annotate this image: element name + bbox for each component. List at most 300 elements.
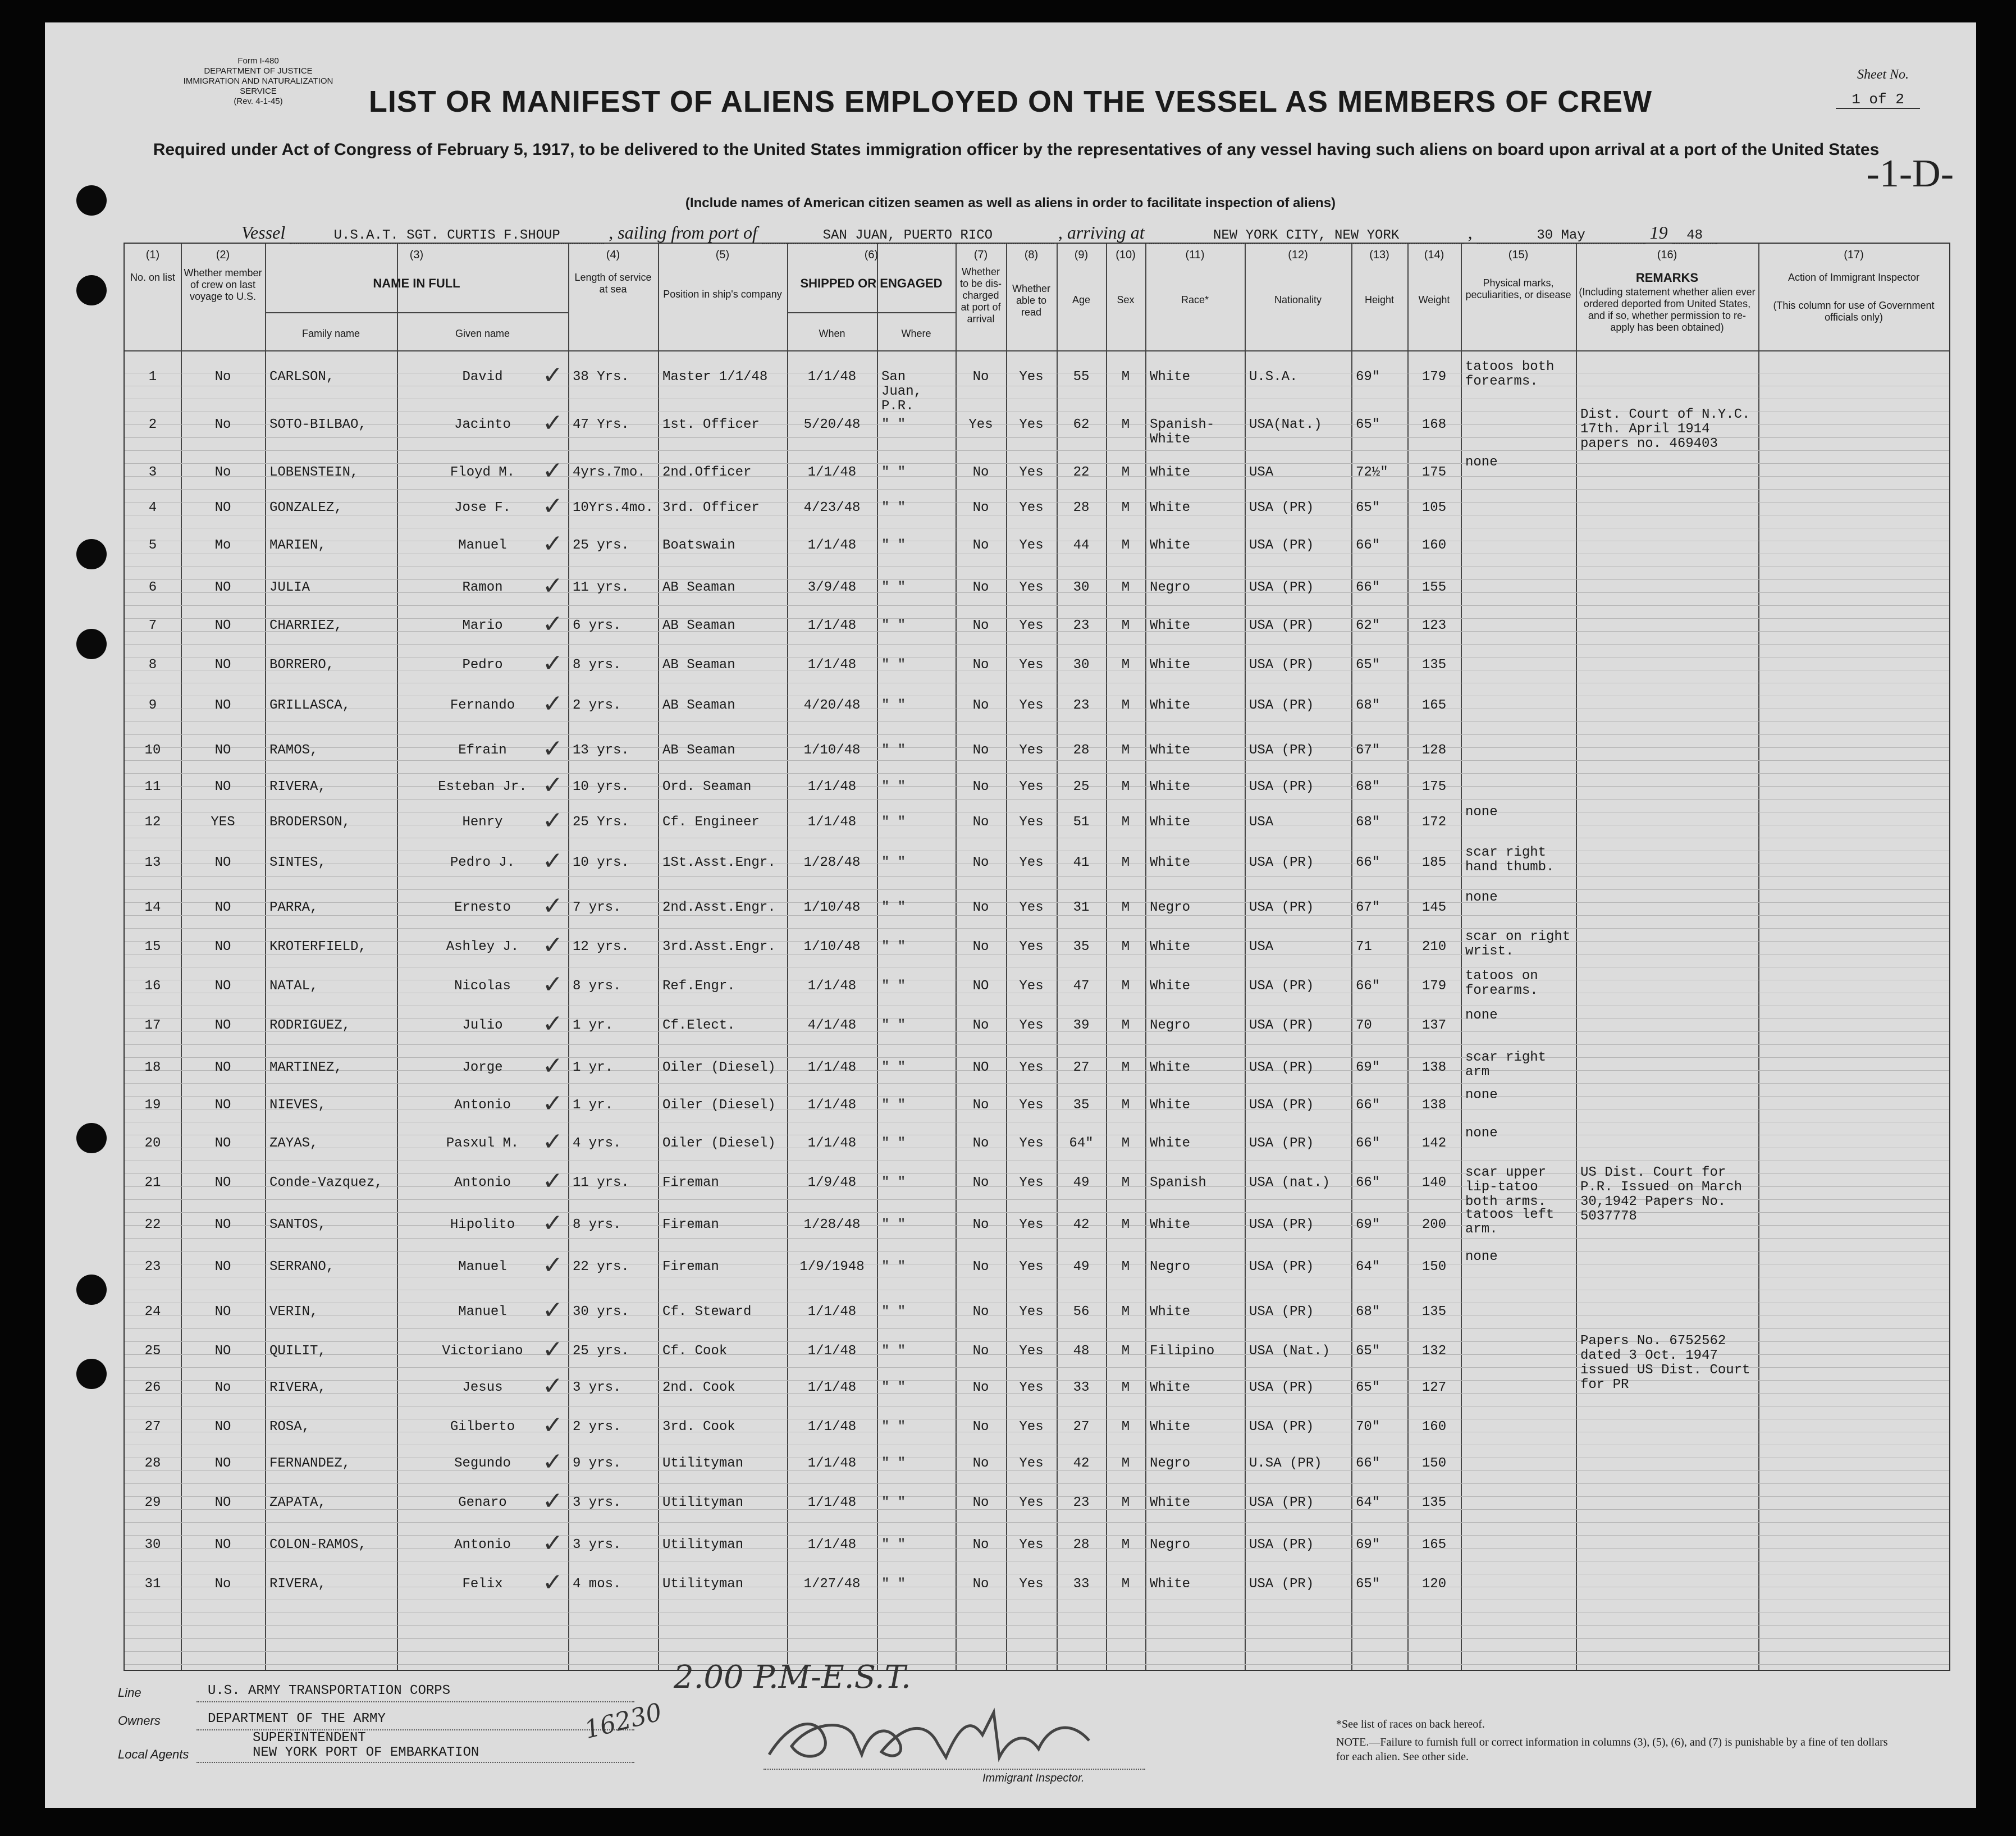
cell-age: 28 — [1073, 1537, 1090, 1552]
cell-position: Cf.Elect. — [662, 1018, 735, 1033]
cell-nat: USA (PR) — [1249, 743, 1314, 758]
cell-crew: NO — [214, 698, 231, 713]
cell-crew: NO — [214, 657, 231, 673]
cell-no: 28 — [144, 1456, 161, 1471]
cell-crew: NO — [214, 1495, 231, 1510]
cell-age: 23 — [1073, 1495, 1090, 1510]
cell-read: Yes — [1019, 939, 1044, 954]
cell-sex: M — [1121, 580, 1130, 595]
cell-position: 2nd.Asst.Engr. — [662, 900, 776, 915]
cell-when: 1/1/48 — [807, 979, 857, 994]
cell-crew: NO — [214, 1175, 231, 1190]
cell-crew: NO — [214, 1456, 231, 1471]
cell-weight: 105 — [1421, 500, 1447, 515]
cell-family: NIEVES, — [269, 1098, 326, 1113]
cell-when: 5/20/48 — [803, 417, 861, 432]
column-number: (10) — [1116, 249, 1136, 261]
cell-disch: Yes — [968, 417, 993, 432]
cell-sex: M — [1121, 1018, 1130, 1033]
cell-age: 31 — [1073, 900, 1090, 915]
cell-race: White — [1150, 465, 1191, 480]
col-header-remarks-note: (Including statement whether alien ever ordered deported from United States, and if so, whether permission to re-apply has been obtained) — [1579, 286, 1756, 333]
check-mark-icon: ✓ — [542, 970, 563, 999]
cell-given: Antonio — [454, 1098, 511, 1113]
owners-label: Owners — [118, 1714, 161, 1728]
check-mark-icon: ✓ — [542, 806, 563, 835]
cell-given: Pasxul M. — [446, 1136, 519, 1151]
cell-read: Yes — [1019, 1537, 1044, 1552]
cell-given: Esteban Jr. — [438, 779, 527, 794]
form-number: Form I-480 — [237, 56, 279, 66]
cell-read: Yes — [1019, 1217, 1044, 1232]
cell-given: Pedro — [462, 657, 503, 673]
cell-race: White — [1150, 1136, 1191, 1151]
cell-sex: M — [1121, 1380, 1130, 1395]
cell-service: 11 yrs. — [573, 1175, 629, 1190]
cell-disch: No — [972, 698, 989, 713]
cell-family: QUILIT, — [269, 1344, 326, 1359]
cell-sex: M — [1121, 417, 1130, 432]
cell-when: 1/1/48 — [807, 1098, 857, 1113]
cell-family: BORRERO, — [269, 657, 335, 673]
cell-weight: 179 — [1421, 979, 1447, 994]
cell-height: 66" — [1356, 1175, 1380, 1190]
cell-no: 2 — [148, 417, 157, 432]
vessel-name: U.S.A.T. SGT. CURTIS F.SHOUP — [290, 228, 604, 244]
cell-service: 1 yr. — [573, 1098, 614, 1113]
cell-where: " " — [881, 1217, 906, 1232]
cell-when: 1/27/48 — [803, 1577, 861, 1592]
cell-no: 8 — [148, 657, 157, 673]
owners-value: DEPARTMENT OF THE ARMY — [208, 1711, 386, 1727]
cell-where: " " — [881, 465, 906, 480]
cell-weight: 160 — [1421, 1419, 1447, 1435]
cell-race: White — [1150, 939, 1191, 954]
cell-weight: 150 — [1421, 1259, 1447, 1275]
inspector-label: Immigrant Inspector. — [982, 1772, 1085, 1784]
cell-position: 1st. Officer — [662, 417, 760, 432]
cell-read: Yes — [1019, 1419, 1044, 1435]
check-mark-icon: ✓ — [542, 1411, 563, 1440]
check-mark-icon: ✓ — [542, 1296, 563, 1325]
check-mark-icon: ✓ — [542, 1089, 563, 1118]
cell-given: Fernando — [450, 698, 515, 713]
check-mark-icon: ✓ — [542, 931, 563, 960]
cell-no: 11 — [144, 779, 161, 794]
cell-when: 1/28/48 — [803, 1217, 861, 1232]
cell-given: Jose F. — [454, 500, 511, 515]
check-mark-icon: ✓ — [542, 492, 563, 520]
cell-family: RIVERA, — [269, 779, 326, 794]
cell-where: " " — [881, 618, 906, 633]
cell-service: 3 yrs. — [573, 1380, 621, 1395]
cell-position: Boatswain — [662, 538, 735, 553]
cell-service: 4yrs.7mo. — [573, 465, 646, 480]
cell-height: 65" — [1356, 417, 1380, 432]
cell-race: White — [1150, 1098, 1191, 1113]
cell-height: 69" — [1356, 369, 1380, 385]
cell-weight: 127 — [1421, 1380, 1447, 1395]
cell-nat: U.S.A. — [1249, 369, 1298, 385]
agents-line2: NEW YORK PORT OF EMBARKATION — [253, 1745, 479, 1760]
cell-disch: No — [972, 1136, 989, 1151]
cell-sex: M — [1121, 538, 1130, 553]
cell-height: 71 — [1356, 939, 1372, 954]
cell-service: 12 yrs. — [573, 939, 629, 954]
sailing-from: SAN JUAN, PUERTO RICO — [762, 228, 1054, 244]
cell-no: 31 — [144, 1577, 161, 1592]
punch-hole — [76, 275, 107, 305]
check-mark-icon: ✓ — [542, 1529, 563, 1558]
column-number: (11) — [1185, 249, 1205, 261]
cell-height: 66" — [1356, 1456, 1380, 1471]
col-header-when: When — [819, 328, 845, 339]
cell-sex: M — [1121, 1304, 1130, 1319]
footer-note-penalty: NOTE.—Failure to furnish full or correct information in columns (3), (5), (6), and (7) is punishable by a fine of ten dollars for each alien. See other side. — [1336, 1736, 1888, 1763]
cell-no: 30 — [144, 1537, 161, 1552]
cell-where: " " — [881, 855, 906, 870]
cell-position: Utilityman — [662, 1495, 744, 1510]
cell-where: " " — [881, 900, 906, 915]
cell-sex: M — [1121, 815, 1130, 830]
cell-weight: 150 — [1421, 1456, 1447, 1471]
cell-sex: M — [1121, 939, 1130, 954]
cell-remarks: US Dist. Court for P.R. Issued on March 30,1942 Papers No. 5037778 — [1580, 1165, 1743, 1224]
cell-where: " " — [881, 1495, 906, 1510]
cell-family: JULIA — [269, 580, 310, 595]
cell-read: Yes — [1019, 743, 1044, 758]
cell-position: Cf. Steward — [662, 1304, 752, 1319]
cell-no: 1 — [148, 369, 157, 385]
cell-crew: No — [214, 369, 231, 385]
cell-position: Master 1/1/48 — [662, 369, 768, 385]
cell-race: Negro — [1150, 1018, 1191, 1033]
cell-position: Oiler (Diesel) — [662, 1136, 776, 1151]
cell-race: Negro — [1150, 580, 1191, 595]
cell-sex: M — [1121, 1175, 1130, 1190]
cell-no: 23 — [144, 1259, 161, 1275]
cell-position: 3rd. Cook — [662, 1419, 735, 1435]
cell-sex: M — [1121, 657, 1130, 673]
cell-nat: USA (PR) — [1249, 657, 1314, 673]
cell-age: 49 — [1073, 1259, 1090, 1275]
cell-height: 64" — [1356, 1259, 1380, 1275]
cell-disch: No — [972, 500, 989, 515]
cell-race: White — [1150, 500, 1191, 515]
cell-sex: M — [1121, 618, 1130, 633]
cell-where: " " — [881, 1259, 906, 1275]
cell-age: 22 — [1073, 465, 1090, 480]
cell-where: " " — [881, 1419, 906, 1435]
column-number: (9) — [1074, 249, 1089, 261]
column-number: (15) — [1508, 249, 1529, 261]
cell-no: 14 — [144, 900, 161, 915]
cell-disch: No — [972, 939, 989, 954]
cell-no: 5 — [148, 538, 157, 553]
cell-weight: 135 — [1421, 657, 1447, 673]
col-header-no: No. on list — [130, 272, 176, 283]
cell-race: White — [1150, 657, 1191, 673]
cell-weight: 145 — [1421, 900, 1447, 915]
column-number: (4) — [606, 249, 620, 261]
cell-family: RODRIGUEZ, — [269, 1018, 351, 1033]
cell-family: MARTINEZ, — [269, 1060, 342, 1075]
check-mark-icon: ✓ — [542, 610, 563, 638]
cell-crew: NO — [214, 618, 231, 633]
cell-height: 64" — [1356, 1495, 1380, 1510]
cell-when: 1/1/48 — [807, 1380, 857, 1395]
cell-disch: No — [972, 1259, 989, 1275]
cell-read: Yes — [1019, 580, 1044, 595]
cell-sex: M — [1121, 900, 1130, 915]
cell-crew: YES — [211, 815, 235, 830]
cell-no: 27 — [144, 1419, 161, 1435]
cell-family: MARIEN, — [269, 538, 326, 553]
cell-position: Oiler (Diesel) — [662, 1098, 776, 1113]
page-subnote: (Include names of American citizen seamen as well as aliens in order to facilitate inspection of aliens) — [685, 195, 1336, 211]
cell-age: 42 — [1073, 1217, 1090, 1232]
cell-service: 8 yrs. — [573, 657, 621, 673]
cell-age: 28 — [1073, 743, 1090, 758]
punch-hole — [76, 1275, 107, 1305]
cell-where: " " — [881, 779, 906, 794]
cell-when: 1/1/48 — [807, 618, 857, 633]
agents-label: Local Agents — [118, 1747, 189, 1761]
cell-family: LOBENSTEIN, — [269, 465, 359, 480]
cell-service: 2 yrs. — [573, 698, 621, 713]
cell-marks: tatoos left arm. — [1465, 1207, 1555, 1237]
cell-when: 3/9/48 — [807, 580, 857, 595]
cell-given: Pedro J. — [450, 855, 515, 870]
column-number: (8) — [1024, 249, 1039, 261]
cell-when: 1/9/1948 — [799, 1259, 865, 1275]
col-header-weight: Weight — [1418, 294, 1450, 305]
cell-disch: No — [972, 1537, 989, 1552]
cell-read: Yes — [1019, 369, 1044, 385]
col-header-age: Age — [1072, 294, 1091, 305]
cell-nat: USA(Nat.) — [1249, 417, 1322, 432]
cell-service: 7 yrs. — [573, 900, 621, 915]
handwritten-time: 2.00 P.M-E.S.T. — [674, 1659, 911, 1696]
check-mark-icon: ✓ — [542, 1010, 563, 1038]
cell-height: 65" — [1356, 500, 1380, 515]
cell-family: RIVERA, — [269, 1577, 326, 1592]
cell-nat: USA (PR) — [1249, 1419, 1314, 1435]
cell-disch: No — [972, 1577, 989, 1592]
cell-no: 16 — [144, 979, 161, 994]
cell-where: " " — [881, 500, 906, 515]
cell-where: " " — [881, 1456, 906, 1471]
cell-race: White — [1150, 1380, 1191, 1395]
cell-no: 24 — [144, 1304, 161, 1319]
cell-sex: M — [1121, 779, 1130, 794]
cell-service: 4 mos. — [573, 1577, 621, 1592]
cell-age: 33 — [1073, 1380, 1090, 1395]
cell-given: Jacinto — [454, 417, 511, 432]
cell-disch: No — [972, 1380, 989, 1395]
cell-given: Gilberto — [450, 1419, 515, 1435]
cell-weight: 138 — [1421, 1098, 1447, 1113]
cell-position: Cf. Cook — [662, 1344, 728, 1359]
cell-crew: NO — [214, 1537, 231, 1552]
cell-marks: none — [1465, 890, 1498, 905]
cell-when: 1/1/48 — [807, 1136, 857, 1151]
cell-service: 30 yrs. — [573, 1304, 629, 1319]
col-header-race: Race* — [1181, 294, 1209, 305]
cell-service: 4 yrs. — [573, 1136, 621, 1151]
cell-age: 42 — [1073, 1456, 1090, 1471]
cell-height: 69" — [1356, 1537, 1380, 1552]
cell-sex: M — [1121, 1495, 1130, 1510]
cell-crew: NO — [214, 1217, 231, 1232]
cell-crew: NO — [214, 1136, 231, 1151]
cell-race: White — [1150, 618, 1191, 633]
check-mark-icon: ✓ — [542, 1052, 563, 1080]
cell-when: 1/10/48 — [803, 939, 861, 954]
cell-disch: No — [972, 1304, 989, 1319]
cell-when: 1/10/48 — [803, 900, 861, 915]
cell-when: 1/1/48 — [807, 465, 857, 480]
cell-given: Ashley J. — [446, 939, 519, 954]
cell-height: 69" — [1356, 1060, 1380, 1075]
cell-crew: NO — [214, 939, 231, 954]
cell-when: 1/28/48 — [803, 855, 861, 870]
cell-read: Yes — [1019, 1136, 1044, 1151]
cell-family: KROTERFIELD, — [269, 939, 367, 954]
cell-height: 68" — [1356, 1304, 1380, 1319]
form-revision: (Rev. 4-1-45) — [234, 97, 283, 106]
cell-disch: No — [972, 1419, 989, 1435]
cell-marks: none — [1465, 1088, 1498, 1103]
cell-given: Manuel — [458, 538, 507, 553]
cell-sex: M — [1121, 1577, 1130, 1592]
cell-family: FERNANDEZ, — [269, 1456, 351, 1471]
cell-position: 3rd.Asst.Engr. — [662, 939, 776, 954]
check-mark-icon: ✓ — [542, 1167, 563, 1195]
cell-where: " " — [881, 1175, 906, 1190]
cell-sex: M — [1121, 1060, 1130, 1075]
cell-position: 2nd.Officer — [662, 465, 752, 480]
cell-where: " " — [881, 698, 906, 713]
arrival-year: 48 — [1672, 228, 1717, 244]
col-header-marks: Physical marks, peculiarities, or disease — [1465, 277, 1571, 300]
cell-family: RAMOS, — [269, 743, 318, 758]
check-mark-icon: ✓ — [542, 649, 563, 678]
cell-crew: No — [214, 1577, 231, 1592]
cell-family: SOTO-BILBAO, — [269, 417, 367, 432]
cell-position: Utilityman — [662, 1537, 744, 1552]
cell-nat: USA (PR) — [1249, 1495, 1314, 1510]
cell-weight: 175 — [1421, 465, 1447, 480]
col-header-where: Where — [901, 328, 931, 339]
cell-weight: 200 — [1421, 1217, 1447, 1232]
cell-weight: 172 — [1421, 815, 1447, 830]
cell-service: 38 Yrs. — [573, 369, 629, 385]
check-mark-icon: ✓ — [542, 1209, 563, 1237]
cell-given: Nicolas — [454, 979, 511, 994]
cell-read: Yes — [1019, 1495, 1044, 1510]
cell-height: 69" — [1356, 1217, 1380, 1232]
cell-weight: 120 — [1421, 1577, 1447, 1592]
cell-disch: No — [972, 900, 989, 915]
cell-age: 27 — [1073, 1060, 1090, 1075]
cell-race: White — [1150, 369, 1191, 385]
cell-where: " " — [881, 1098, 906, 1113]
cell-read: Yes — [1019, 698, 1044, 713]
form-department: DEPARTMENT OF JUSTICE — [204, 66, 313, 76]
cell-nat: USA (PR) — [1249, 618, 1314, 633]
cell-sex: M — [1121, 1098, 1130, 1113]
check-mark-icon: ✓ — [542, 1127, 563, 1156]
col-header-given: Given name — [455, 328, 510, 339]
cell-read: Yes — [1019, 417, 1044, 432]
cell-disch: No — [972, 1495, 989, 1510]
cell-remarks: Papers No. 6752562 dated 3 Oct. 1947 issued US Dist. Court for PR — [1580, 1333, 1750, 1392]
cell-disch: No — [972, 855, 989, 870]
agents-line1: SUPERINTENDENT — [253, 1730, 366, 1746]
cell-position: AB Seaman — [662, 698, 735, 713]
cell-where: " " — [881, 417, 906, 432]
cell-position: Cf. Engineer — [662, 815, 760, 830]
cell-disch: No — [972, 779, 989, 794]
col-header-height: Height — [1364, 294, 1395, 305]
punch-hole — [76, 1359, 107, 1389]
cell-nat: USA (PR) — [1249, 1217, 1314, 1232]
cell-service: 10 yrs. — [573, 855, 629, 870]
cell-height: 65" — [1356, 1577, 1380, 1592]
cell-sex: M — [1121, 698, 1130, 713]
check-mark-icon: ✓ — [542, 1372, 563, 1400]
footer-note-races: *See list of races on back hereof. — [1336, 1718, 1485, 1730]
column-number: (12) — [1288, 249, 1308, 261]
col-header-read: Whether able to read — [1012, 283, 1051, 318]
cell-weight: 138 — [1421, 1060, 1447, 1075]
cell-race: White — [1150, 538, 1191, 553]
check-mark-icon: ✓ — [542, 771, 563, 800]
cell-nat: USA (PR) — [1249, 1259, 1314, 1275]
cell-race: Negro — [1150, 900, 1191, 915]
cell-family: NATAL, — [269, 979, 318, 994]
cell-where: " " — [881, 657, 906, 673]
cell-crew: No — [214, 1380, 231, 1395]
cell-position: AB Seaman — [662, 618, 735, 633]
cell-weight: 142 — [1421, 1136, 1447, 1151]
cell-position: AB Seaman — [662, 580, 735, 595]
column-number: (7) — [973, 249, 988, 261]
cell-sex: M — [1121, 1344, 1130, 1359]
col-header-action: Action of Immigrant Inspector — [1788, 272, 1920, 283]
cell-age: 25 — [1073, 779, 1090, 794]
cell-weight: 210 — [1421, 939, 1447, 954]
cell-service: 2 yrs. — [573, 1419, 621, 1435]
cell-weight: 165 — [1421, 698, 1447, 713]
sheet-number: 1 of 2 — [1836, 91, 1920, 109]
cell-marks: scar right hand thumb. — [1465, 845, 1555, 875]
cell-race: Spanish — [1150, 1175, 1206, 1190]
cell-age: 44 — [1073, 538, 1090, 553]
col-header-name: NAME IN FULL — [373, 276, 460, 290]
cell-age: 35 — [1073, 1098, 1090, 1113]
cell-given: Manuel — [458, 1304, 507, 1319]
cell-height: 68" — [1356, 815, 1380, 830]
cell-weight: 165 — [1421, 1537, 1447, 1552]
cell-given: Ernesto — [454, 900, 511, 915]
cell-nat: USA (PR) — [1249, 1304, 1314, 1319]
cell-sex: M — [1121, 1456, 1130, 1471]
cell-read: Yes — [1019, 815, 1044, 830]
col-header-remarks: REMARKS — [1635, 271, 1699, 285]
cell-race: Spanish-White — [1150, 417, 1215, 447]
